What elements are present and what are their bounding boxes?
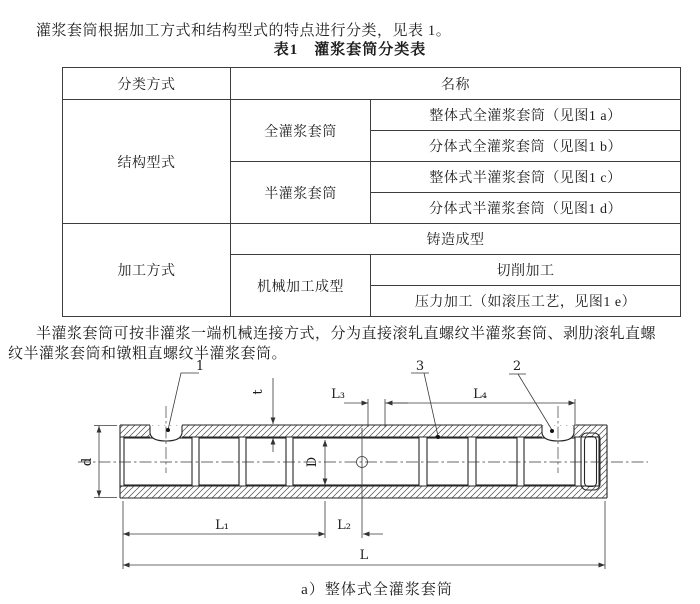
dim-t: t xyxy=(251,389,266,395)
dimension-lines xyxy=(99,378,605,565)
cell-full-split: 分体式全灌浆套筒（见图1 b） xyxy=(371,131,681,162)
dim-L: L xyxy=(359,548,369,563)
cell-machining: 机械加工成型 xyxy=(231,255,371,317)
body-paragraph: 半灌浆套筒可按非灌浆一端机械连接方式，分为直接滚轧直螺纹半灌浆套筒、剥肋滚轧直螺纹半灌浆套筒和镦粗直螺纹半灌浆套筒。 xyxy=(8,326,657,362)
header-classification: 分类方式 xyxy=(63,68,231,100)
header-name: 名称 xyxy=(231,68,681,100)
seal-ring xyxy=(581,433,600,490)
cell-casting: 铸造成型 xyxy=(231,224,681,255)
dim-L4: L₄ xyxy=(473,387,487,402)
cell-structure-type: 结构型式 xyxy=(63,100,231,224)
callout-2: 2 xyxy=(512,359,522,374)
dim-L3: L₃ xyxy=(331,387,345,402)
dim-L1: L₁ xyxy=(215,518,229,533)
cell-process-type: 加工方式 xyxy=(63,224,231,317)
dim-d: d xyxy=(80,457,95,467)
intro-paragraph: 灌浆套筒根据加工方式和结构型式的特点进行分类，见表 1。 xyxy=(36,23,452,39)
cell-full-sleeve: 全灌浆套筒 xyxy=(231,100,371,162)
table-row xyxy=(63,224,681,255)
table-title: 表1 灌浆套筒分类表 xyxy=(273,42,427,58)
cell-half-integral: 整体式半灌浆套筒（见图1 c） xyxy=(371,162,681,193)
sleeve-figure xyxy=(0,350,700,604)
figure-caption: a）整体式全灌浆套筒 xyxy=(301,582,453,598)
cell-pressing: 压力加工（如滚压工艺，见图1 e） xyxy=(371,286,681,317)
cell-half-split: 分体式半灌浆套筒（见图1 d） xyxy=(371,193,681,224)
dim-L2: L₂ xyxy=(337,518,351,533)
callout-1: 1 xyxy=(195,359,205,374)
inner-chambers xyxy=(124,438,575,485)
table-row xyxy=(63,68,681,100)
cell-cutting: 切削加工 xyxy=(371,255,681,286)
dim-D: D xyxy=(305,456,320,468)
sleeve-section xyxy=(120,425,607,498)
cell-full-integral: 整体式全灌浆套筒（见图1 a） xyxy=(371,100,681,131)
cell-half-sleeve: 半灌浆套筒 xyxy=(231,162,371,224)
classification-table xyxy=(62,67,681,317)
callout-3: 3 xyxy=(415,359,425,374)
table-row xyxy=(63,100,681,131)
